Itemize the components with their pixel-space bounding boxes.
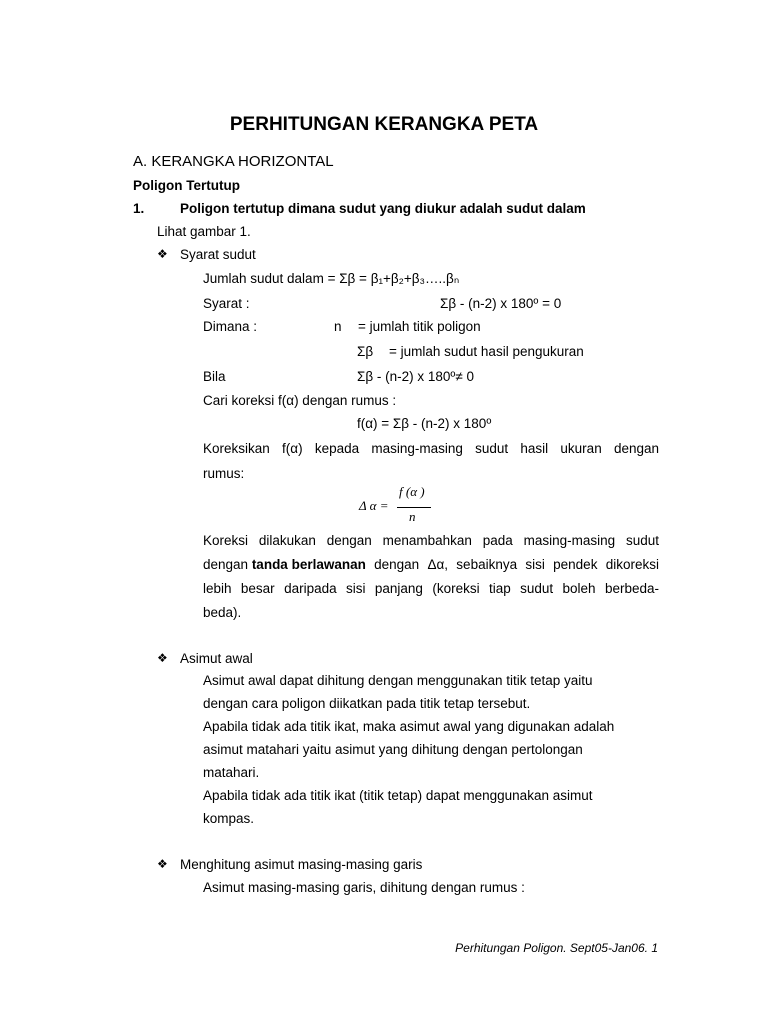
asimut-awal-line-5: matahari.: [203, 765, 260, 780]
asimut-awal-heading: Asimut awal: [180, 651, 253, 666]
menghitung-asimut-heading: Menghitung asimut masing-masing garis: [180, 857, 423, 872]
asimut-awal-line-6: Apabila tidak ada titik ikat (titik tetap) dapat menggunakan asimut: [203, 788, 593, 803]
page-footer: Perhitungan Poligon. Sept05-Jan06. 1: [455, 941, 658, 955]
page-title: PERHITUNGAN KERANGKA PETA: [229, 114, 539, 135]
fraction-lhs: Δ α =: [359, 498, 389, 513]
n-symbol: n: [334, 319, 342, 334]
bila-label: Bila: [203, 369, 226, 384]
f-alpha-formula: f(α) = Σβ - (n-2) x 180º: [357, 416, 492, 431]
asimut-awal-line-2: dengan cara poligon diikatkan pada titik tetap tersebut.: [203, 696, 531, 711]
subheading-poligon-tertutup: Poligon Tertutup: [133, 178, 240, 193]
koreksi-line-1: Koreksi dilakukan dengan menambahkan pada masing-masing sudut: [203, 533, 659, 548]
bila-formula: Σβ - (n-2) x 180º≠ 0: [357, 369, 474, 384]
syarat-sudut-heading: Syarat sudut: [180, 247, 256, 262]
koreksi-line-3: lebih besar daripada sisi panjang (koreksi tiap sudut boleh berbeda-: [203, 581, 659, 596]
cari-koreksi-text: Cari koreksi f(α) dengan rumus :: [203, 393, 397, 408]
fraction-denominator: n: [409, 509, 416, 524]
koreksikan-line-2: rumus:: [203, 466, 245, 481]
lihat-gambar-text: Lihat gambar 1.: [157, 224, 251, 239]
koreksi-line-2: [203, 557, 659, 572]
sigma-beta-symbol: Σβ: [357, 344, 374, 359]
fraction-numerator: f (α ): [399, 484, 425, 499]
item-1-number: 1.: [133, 201, 145, 216]
diamond-bullet-icon: ❖: [157, 651, 168, 665]
menghitung-asimut-line-1: Asimut masing-masing garis, dihitung dengan rumus :: [203, 880, 525, 895]
fraction-bar: [397, 507, 431, 508]
delta-alpha-fraction: [359, 484, 449, 528]
tanda-berlawanan-bold: tanda berlawanan: [251, 557, 366, 572]
diamond-bullet-icon: ❖: [157, 247, 168, 261]
asimut-awal-line-4: asimut matahari yaitu asimut yang dihitung dengan pertolongan: [203, 742, 583, 757]
syarat-label: Syarat :: [203, 296, 250, 311]
syarat-formula: Σβ - (n-2) x 180º = 0: [440, 296, 562, 311]
dimana-label: Dimana :: [203, 319, 258, 334]
diamond-bullet-icon: ❖: [157, 857, 168, 871]
section-heading-a: A. KERANGKA HORIZONTAL: [133, 153, 334, 170]
asimut-awal-line-7: kompas.: [203, 811, 255, 826]
koreksi-line-2-start: dengan: [203, 557, 252, 572]
asimut-awal-line-1: Asimut awal dapat dihitung dengan menggunakan titik tetap yaitu: [203, 673, 593, 688]
koreksi-line-4: beda).: [203, 605, 242, 620]
item-1-heading: Poligon tertutup dimana sudut yang diukur adalah sudut dalam: [180, 201, 586, 216]
n-definition: = jumlah titik poligon: [358, 319, 481, 334]
koreksikan-line-1: Koreksikan f(α) kepada masing-masing sudut hasil ukuran dengan: [203, 441, 659, 456]
sigma-beta-definition: = jumlah sudut hasil pengukuran: [389, 344, 584, 359]
jumlah-sudut-line: Jumlah sudut dalam = Σβ = β₁+β₂+β₃…..βₙ: [203, 271, 460, 286]
asimut-awal-line-3: Apabila tidak ada titik ikat, maka asimut awal yang digunakan adalah: [203, 719, 615, 734]
koreksi-line-2-end: dengan Δα, sebaiknya sisi pendek dikoreksi: [365, 557, 659, 572]
